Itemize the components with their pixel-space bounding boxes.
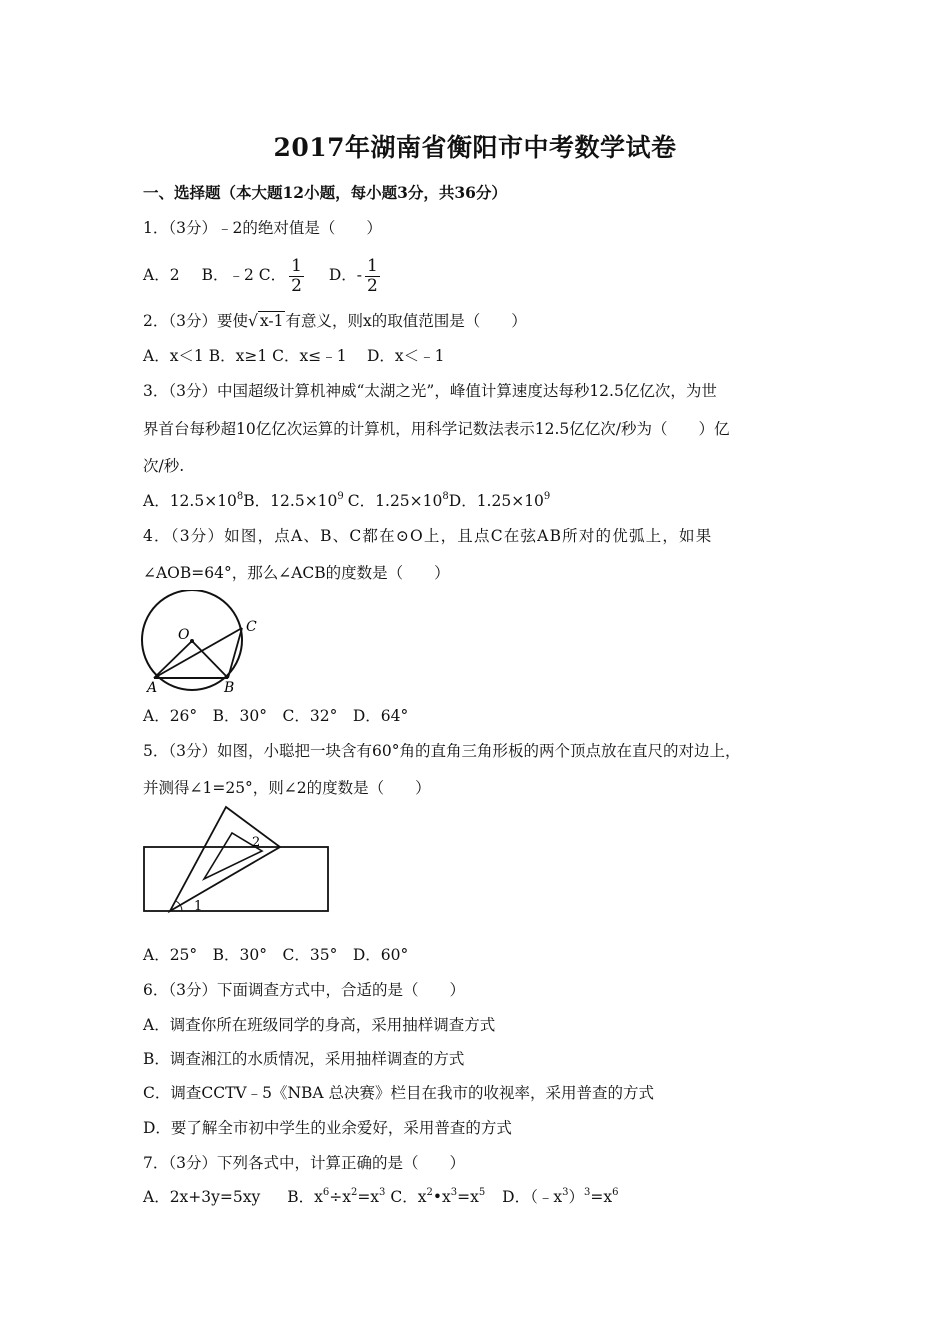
question-5-line-1: 5．（3分）如图，小聪把一块含有60°角的直角三角形板的两个顶点放在直尺的对边上， xyxy=(143,742,741,760)
option-c: C． xyxy=(258,266,287,284)
label-o: O xyxy=(178,627,190,643)
fraction-d-sign: - xyxy=(356,266,363,284)
option-d: D．$(﹣x^3)^3=x^6$ xyxy=(502,1187,619,1206)
angle-1-label: 1 xyxy=(194,899,203,914)
question-4-line-2: ∠AOB=64°，那么∠ACB的度数是（ ） xyxy=(143,564,450,582)
circle-figure xyxy=(138,590,268,700)
label-c: C xyxy=(246,619,257,635)
question-3-line-1: 3．（3分）中国超级计算机神威“太湖之光”，峰值计算速度达每秒12.5亿亿次，为世 xyxy=(143,382,717,400)
question-1-stem: 1．（3分）﹣2的绝对值是（ ） xyxy=(143,219,382,237)
question-6-option-c: C．调查CCTV﹣5《NBA 总决赛》栏目在我市的收视率，采用普查的方式 xyxy=(143,1084,655,1102)
question-4-options: A．26° B．30° C．32° D．64° xyxy=(143,707,409,725)
angle-2-label: 2 xyxy=(252,835,261,850)
question-3-options: A．$12.5\times 10^8B$．$12.5\times 10^9$ C．$1.25\times 10^8D$．$1.25\times 10^9$ xyxy=(143,491,551,510)
option-a: A．2 xyxy=(143,266,180,284)
option-d: D． xyxy=(328,266,357,284)
option-b: B．$x^6\div x^2=x^3$ xyxy=(287,1187,386,1206)
section-heading: 一、选择题（本大题12小题，每小题3分，共36分） xyxy=(143,183,507,202)
option-b: B．﹣2 xyxy=(201,266,254,284)
question-6-stem: 6．（3分）下面调查方式中，合适的是（ ） xyxy=(143,981,465,999)
question-5-line-2: 并测得∠1=25°，则∠2的度数是（ ） xyxy=(143,779,431,797)
question-3-line-2: 界首台每秒超10亿亿次运算的计算机，用科学记数法表示12.5亿亿次/秒为（ ）亿 xyxy=(143,420,730,438)
option-c: C．$x^2•x^3=x^5$ xyxy=(390,1187,486,1206)
label-a: A xyxy=(147,680,158,696)
question-6-option-a: A．调查你所在班级同学的身高，采用抽样调查方式 xyxy=(143,1016,496,1034)
sqrt-expression: √ x-1 xyxy=(247,312,284,330)
question-7-options xyxy=(143,1187,808,1207)
question-1-options xyxy=(143,256,808,294)
option-a: A．2x+3y=5xy xyxy=(143,1188,261,1206)
question-7-stem: 7．（3分）下列各式中，计算正确的是（ ） xyxy=(143,1154,465,1172)
label-b: B xyxy=(224,680,235,696)
fraction-c: $\frac{1}{2}$ xyxy=(291,255,302,296)
question-6-option-d: D．要了解全市初中学生的业余爱好，采用普查的方式 xyxy=(143,1119,512,1137)
question-2-options: A．x＜1 B．x≥1 C．x≤﹣1 D．x＜﹣1 xyxy=(143,347,445,365)
ruler-triangle-figure xyxy=(140,805,335,917)
question-5-options: A．25° B．30° C．35° D．60° xyxy=(143,946,409,964)
question-2-stem: 2．（3分）要使√ x-1 有意义，则x的取值范围是（ ） xyxy=(143,312,527,330)
question-4-line-1: 4．（3分）如图，点A、B、C都在⊙O上，且点C在弦AB所对的优弧上，如果 xyxy=(143,527,713,545)
fraction-d: $\frac{1}{2}$ xyxy=(367,255,378,296)
question-3-line-3: 次/秒. xyxy=(143,457,185,475)
page-title: 2017年湖南省衡阳市中考数学试卷 xyxy=(273,133,677,162)
question-6-option-b: B．调查湘江的水质情况，采用抽样调查的方式 xyxy=(143,1050,465,1068)
